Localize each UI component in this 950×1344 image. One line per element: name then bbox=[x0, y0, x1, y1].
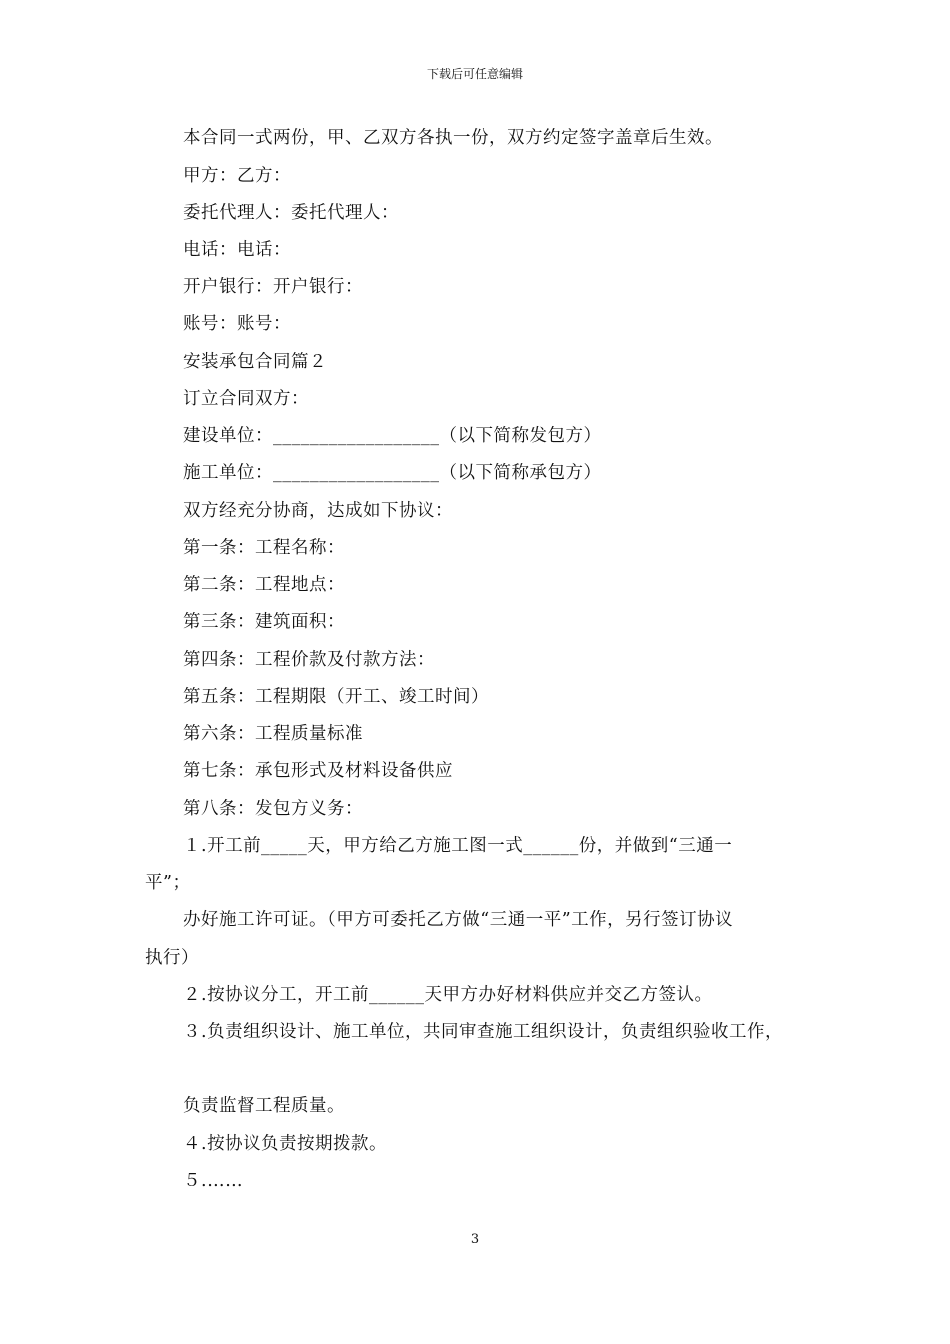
paragraph-line: 账号：账号： bbox=[183, 314, 291, 334]
paragraph-line: 电话：电话： bbox=[183, 240, 291, 260]
page-number: 3 bbox=[470, 1232, 480, 1247]
clause-line: 第一条：工程名称： bbox=[183, 538, 345, 558]
paragraph-line: 委托代理人：委托代理人： bbox=[183, 203, 399, 223]
paragraph-line: 双方经充分协商，达成如下协议： bbox=[183, 501, 453, 521]
paragraph-line: ５.…… bbox=[183, 1171, 244, 1191]
clause-line: 第七条：承包形式及材料设备供应 bbox=[183, 761, 453, 781]
paragraph-line: ４.按协议负责按期拨款。 bbox=[183, 1134, 388, 1154]
clause-line: 第四条：工程价款及付款方法： bbox=[183, 650, 435, 670]
paragraph-line: 执行） bbox=[145, 948, 199, 968]
page-header: 下载后可任意编辑 bbox=[426, 67, 523, 81]
paragraph-line: 本合同一式两份，甲、乙双方各执一份，双方约定签字盖章后生效。 bbox=[183, 128, 723, 148]
clause-line: 第三条：建筑面积： bbox=[183, 612, 345, 632]
clause-line: 第八条：发包方义务： bbox=[183, 799, 363, 819]
paragraph-line: 办好施工许可证。（甲方可委托乙方做“三通一平”工作，另行签订协议 bbox=[183, 910, 734, 930]
section-title: 安装承包合同篇２ bbox=[183, 352, 327, 372]
paragraph-line: 订立合同双方： bbox=[183, 389, 309, 409]
paragraph-line: 建设单位：__________________（以下简称发包方） bbox=[183, 426, 602, 446]
clause-line: 第二条：工程地点： bbox=[183, 575, 345, 595]
paragraph-line: 甲方：乙方： bbox=[183, 166, 291, 186]
paragraph-line: ３.负责组织设计、施工单位，共同审查施工组织设计，负责组织验收工作， bbox=[183, 1022, 784, 1042]
paragraph-line: ２.按协议分工，开工前______天甲方办好材料供应并交乙方签认。 bbox=[183, 985, 713, 1005]
clause-line: 第六条：工程质量标准 bbox=[183, 724, 363, 744]
paragraph-line: 开户银行：开户银行： bbox=[183, 277, 363, 297]
paragraph-line: １.开工前_____天，甲方给乙方施工图一式______份，并做到“三通一 bbox=[183, 836, 733, 856]
paragraph-line: 负责监督工程质量。 bbox=[183, 1096, 345, 1116]
paragraph-line: 平”； bbox=[145, 873, 191, 893]
paragraph-line: 施工单位：__________________（以下简称承包方） bbox=[183, 463, 602, 483]
clause-line: 第五条：工程期限（开工、竣工时间） bbox=[183, 687, 489, 707]
